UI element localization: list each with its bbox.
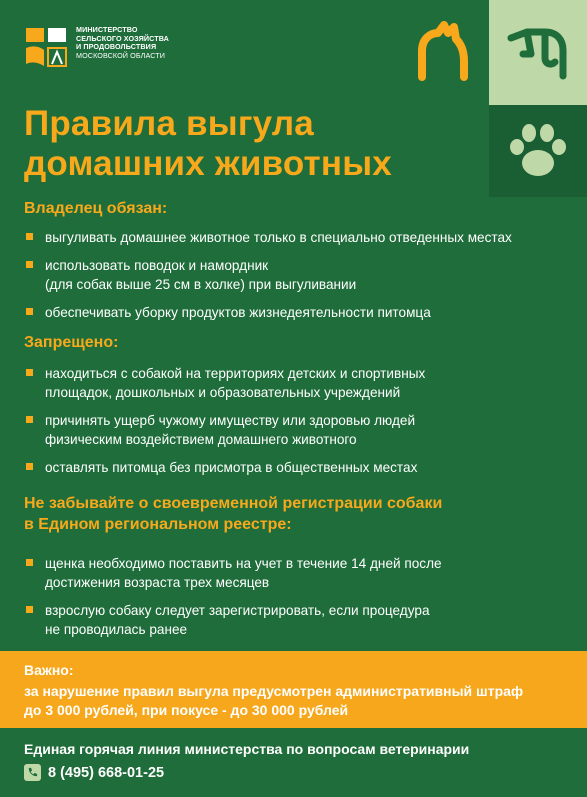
item-text: выгуливать домашнее животное только в специально отведенных местах [45,230,512,245]
blank-tile [390,105,489,197]
item-text: (для собак выше 25 см в холке) при выгуливании [45,277,357,292]
important-line: за нарушение правил выгула предусмотрен административный штраф [24,683,524,699]
paw-tile [489,105,587,197]
item-text: достижения возраста трех месяцев [45,575,270,590]
bullet-icon [26,463,33,470]
list-item [24,458,544,477]
item-text: находиться с собакой на территориях детских и спортивных [45,366,426,381]
ministry-region: МОСКОВСКОЙ ОБЛАСТИ [76,50,166,60]
registration-heading [24,493,442,535]
bullet-icon [26,606,33,613]
paw-icon [505,121,571,181]
item-text: причинять ущерб чужому имуществу или здоровью людей [45,413,416,428]
title-line: Правила выгула [24,104,314,143]
registration-list [24,554,544,648]
item-text: площадок, дошкольных и образовательных учреждений [45,385,401,400]
phone-number[interactable]: 8 (495) 668-01-25 [48,764,165,781]
forbidden-list [24,364,544,486]
owner-heading: Владелец обязан: [24,200,168,217]
bullet-icon [26,416,33,423]
phone-icon [24,764,41,781]
list-item [24,411,544,449]
list-item [24,364,544,402]
cat-tile [390,0,489,105]
bullet-icon [26,369,33,376]
item-text: взрослую собаку следует зарегистрировать, если процедура [45,603,430,618]
list-item [24,256,544,294]
bullet-icon [26,308,33,315]
title-line: домашних животных [24,144,392,183]
cat-icon [408,21,472,85]
item-text: использовать поводок и намордник [45,258,269,273]
dog-icon [505,24,571,82]
heading-line: Не забывайте о своевременной регистрации собаки [24,495,443,512]
list-item [24,228,544,247]
important-label: Важно: [24,662,74,678]
item-text: не проводилась ранее [45,622,188,637]
ministry-logo-icon [24,26,68,70]
list-item [24,601,544,639]
ministry-logo [24,26,169,70]
page-title [24,104,392,184]
phone-glyph-icon [27,767,38,778]
important-line: до 3 000 рублей, при покусе - до 30 000 рублей [24,702,349,718]
owner-list [24,228,544,331]
ministry-line: СЕЛЬСКОГО ХОЗЯЙСТВА [76,33,169,43]
list-item [24,554,544,592]
dog-tile [489,0,587,105]
hotline-phone [24,764,164,781]
bullet-icon [26,233,33,240]
ministry-name [76,26,169,60]
important-text [24,682,564,720]
bullet-icon [26,261,33,268]
important-banner [0,651,587,728]
ministry-line: МИНИСТЕРСТВО [76,25,138,34]
item-text: оставлять питомца без присмотра в общественных местах [45,460,418,475]
forbidden-heading: Запрещено: [24,334,119,351]
item-text: щенка необходимо поставить на учет в течение 14 дней после [45,556,442,571]
list-item [24,303,544,322]
ministry-line: И ПРОДОВОЛЬСТВИЯ [76,42,157,52]
item-text: обеспечивать уборку продуктов жизнедеятельности питомца [45,305,431,320]
hotline-title: Единая горячая линия министерства по вопросам ветеринарии [24,741,470,757]
bullet-icon [26,559,33,566]
item-text: физическим воздействием домашнего животного [45,432,357,447]
heading-line: в Едином региональном реестре: [24,516,292,533]
